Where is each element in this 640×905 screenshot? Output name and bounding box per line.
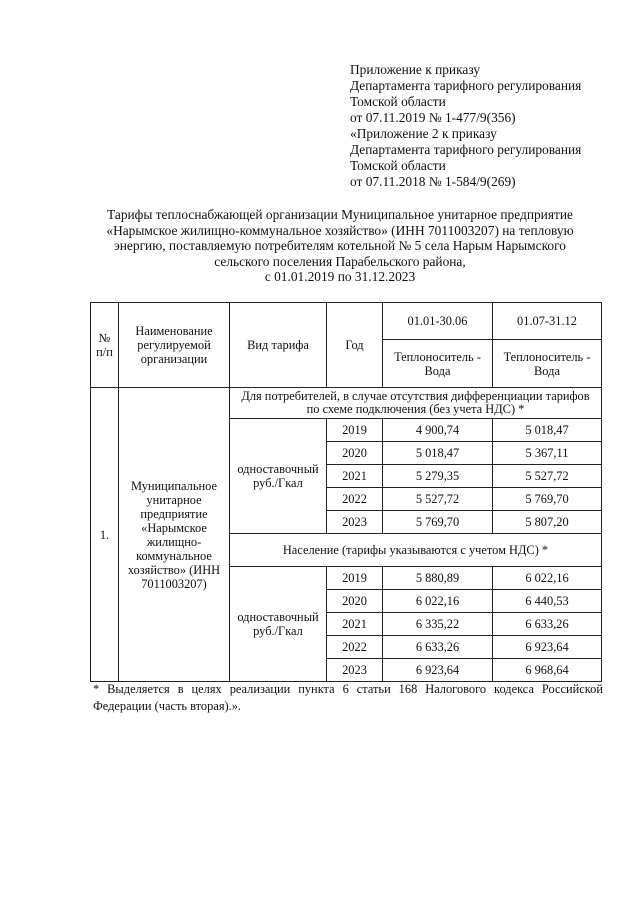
tariff-type-cell: одноставочный руб./Гкал (230, 419, 327, 534)
order-reference-header (350, 62, 620, 190)
year-cell: 2020 (327, 590, 383, 613)
header-line: от 07.11.2018 № 1-584/9(269) (350, 174, 516, 189)
title-line: Тарифы теплоснабжающей организации Муниципальное унитарное предприятие (107, 207, 573, 222)
value-cell: 5 880,89 (383, 567, 493, 590)
value-cell: 6 022,16 (383, 590, 493, 613)
value-cell: 5 018,47 (493, 419, 602, 442)
title-line: энергию, поставляемую потребителям котельной № 5 села Нарым Нарымского (114, 238, 566, 253)
organization-name: Муниципальное унитарное предприятие «Нарымское жилищно-коммунальное хозяйство» (ИНН 7011003207) (119, 388, 230, 682)
header-org: Наименование регулируемой организации (119, 303, 230, 388)
value-cell: 6 440,53 (493, 590, 602, 613)
value-cell: 6 335,22 (383, 613, 493, 636)
value-cell: 4 900,74 (383, 419, 493, 442)
value-cell: 5 367,11 (493, 442, 602, 465)
tariff-type-cell: одноставочный руб./Гкал (230, 567, 327, 682)
year-cell: 2023 (327, 511, 383, 534)
value-cell: 5 527,72 (383, 488, 493, 511)
section-title-consumers: Для потребителей, в случае отсутствия дифференциации тарифов по схеме подключения (без учета НДС) * (230, 388, 602, 419)
title-line: с 01.01.2019 по 31.12.2023 (264, 269, 416, 284)
row-number: 1. (91, 388, 119, 682)
value-cell: 5 018,47 (383, 442, 493, 465)
header-period-1: 01.01-30.06 (383, 303, 493, 340)
header-carrier-1: Теплоноситель - Вода (383, 340, 493, 388)
header-line: Томской области (350, 94, 446, 109)
section-title-population: Население (тарифы указываются с учетом НДС) * (230, 534, 602, 567)
header-year: Год (327, 303, 383, 388)
header-line: Приложение к приказу (350, 62, 481, 77)
header-carrier-2: Теплоноситель - Вода (493, 340, 602, 388)
value-cell: 5 807,20 (493, 511, 602, 534)
value-cell: 5 279,35 (383, 465, 493, 488)
header-line: от 07.11.2019 № 1-477/9(356) (350, 110, 516, 125)
year-cell: 2021 (327, 465, 383, 488)
year-cell: 2022 (327, 488, 383, 511)
year-cell: 2020 (327, 442, 383, 465)
title-line: «Нарымское жилищно-коммунальное хозяйство» (ИНН 7011003207) на тепловую (106, 222, 574, 238)
tariff-table (90, 302, 602, 682)
header-line: «Приложение 2 к приказу (350, 126, 497, 141)
value-cell: 5 769,70 (493, 488, 602, 511)
value-cell: 6 022,16 (493, 567, 602, 590)
value-cell: 6 968,64 (493, 659, 602, 682)
year-cell: 2023 (327, 659, 383, 682)
header-line: Департамента тарифного регулирования (350, 78, 582, 93)
value-cell: 6 923,64 (383, 659, 493, 682)
footnote: * Выделяется в целях реализации пункта 6 статьи 168 Налогового кодекса Российской Федерации (часть вторая).». (93, 682, 603, 713)
header-line: Департамента тарифного регулирования (350, 142, 582, 157)
value-cell: 5 527,72 (493, 465, 602, 488)
value-cell: 6 923,64 (493, 636, 602, 659)
header-num: № п/п (91, 303, 119, 388)
value-cell: 6 633,26 (383, 636, 493, 659)
value-cell: 6 633,26 (493, 613, 602, 636)
header-period-2: 01.07-31.12 (493, 303, 602, 340)
document-title (80, 207, 600, 285)
year-cell: 2019 (327, 419, 383, 442)
year-cell: 2021 (327, 613, 383, 636)
title-line: сельского поселения Парабельского района, (214, 253, 466, 269)
year-cell: 2022 (327, 636, 383, 659)
header-tariff-type: Вид тарифа (230, 303, 327, 388)
value-cell: 5 769,70 (383, 511, 493, 534)
header-line: Томской области (350, 158, 446, 173)
year-cell: 2019 (327, 567, 383, 590)
